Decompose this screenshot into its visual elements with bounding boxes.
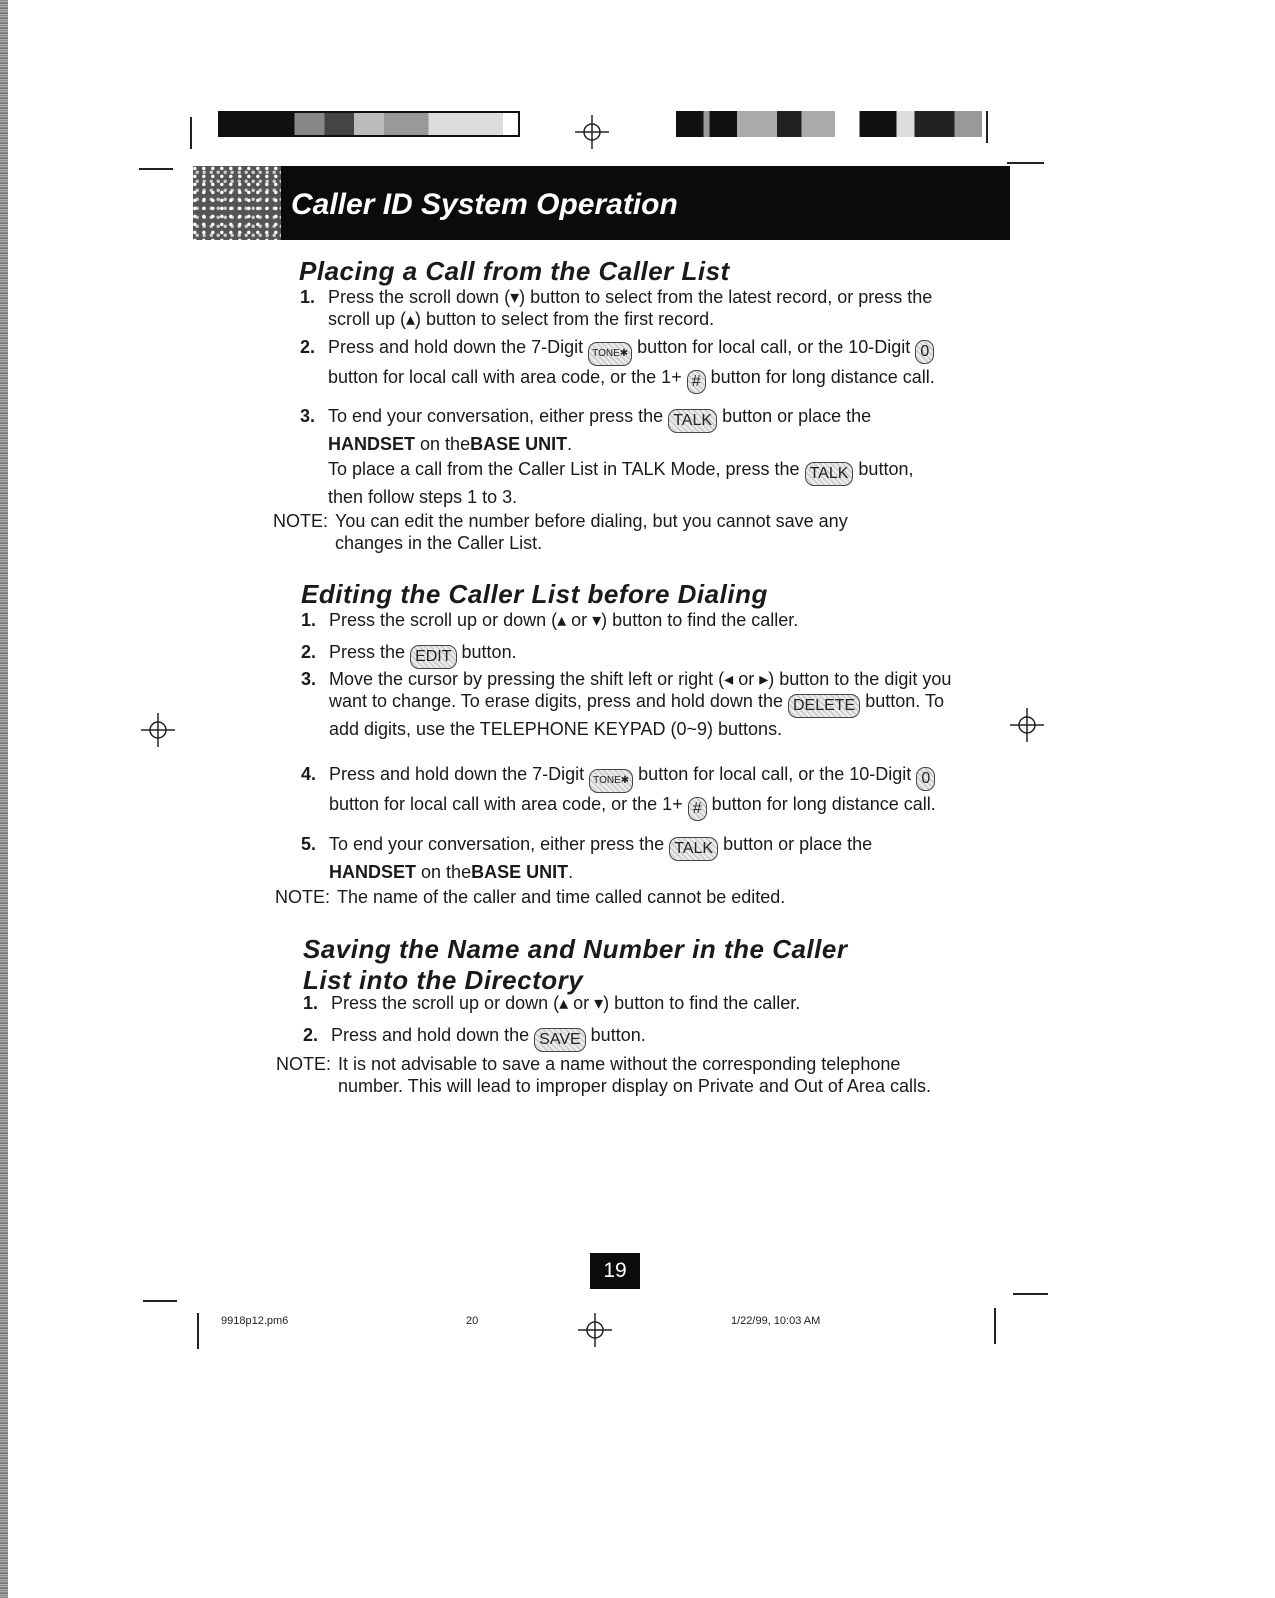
- banner-title: Caller ID System Operation: [291, 188, 678, 221]
- crop-mark: [143, 1300, 177, 1302]
- step-1: 1. Press the scroll down (▾) button to select from the latest record, or press the scroll up (▴) button to select from the first record.: [300, 287, 933, 329]
- step-1: 1. Press the scroll up or down (▴ or ▾) button to find the caller.: [301, 610, 799, 630]
- step-3: 3. To end your conversation, either press the TALK button or place the HANDSET on theBASE UNIT.: [300, 406, 872, 454]
- crop-mark: [1013, 1293, 1048, 1295]
- crop-mark: [1007, 162, 1044, 164]
- step-2: 2. Press and hold down the SAVE button.: [303, 1024, 963, 1052]
- step-2: 2. Press and hold down the 7-Digit TONE✱ button for local call, or the 10-Digit 0 button for local call with area code, or the 1+ # button for long distance call.: [300, 336, 960, 394]
- crop-mark: [994, 1308, 996, 1344]
- banner-pattern: [193, 166, 281, 240]
- registration-bar-left: [218, 111, 520, 137]
- edit-key-icon: EDIT: [410, 645, 456, 669]
- crop-mark: [139, 168, 173, 170]
- step-3: 3. Move the cursor by pressing the shift left or right (◂ or ▸) button to the digit you want to change. To erase digits, press and hold down the DELETE button. To add digits, use the TELEPHONE KEYPAD (0~9) buttons.: [301, 669, 952, 739]
- section-heading: Saving the Name and Number in the Caller List into the Directory: [303, 934, 848, 995]
- page-number: 19: [590, 1253, 640, 1289]
- tone-key-icon: TONE✱: [589, 769, 633, 793]
- registration-bar-right: [676, 111, 982, 137]
- tone-key-icon: TONE✱: [588, 342, 632, 366]
- crop-mark: [190, 117, 192, 149]
- registration-crosshair-icon: [578, 1313, 612, 1347]
- zero-key-icon: 0: [915, 340, 934, 364]
- zero-key-icon: 0: [916, 767, 935, 791]
- registration-crosshair-icon: [1010, 708, 1044, 742]
- section-heading: Editing the Caller List before Dialing: [301, 579, 768, 609]
- delete-key-icon: DELETE: [788, 694, 860, 718]
- scan-edge: [0, 0, 8, 1598]
- step-1: 1. Press the scroll up or down (▴ or ▾) button to find the caller.: [303, 993, 801, 1013]
- registration-crosshair-icon: [575, 115, 609, 149]
- talk-key-icon: TALK: [669, 837, 718, 861]
- pound-key-icon: #: [688, 797, 707, 821]
- section-banner: [193, 166, 1010, 240]
- crop-mark: [197, 1313, 199, 1349]
- save-key-icon: SAVE: [534, 1028, 586, 1052]
- talk-key-icon: TALK: [805, 462, 854, 486]
- note: NOTE: The name of the caller and time called cannot be edited.: [275, 887, 786, 907]
- step-5: 5. To end your conversation, either press the TALK button or place the HANDSET on theBASE UNIT.: [301, 834, 873, 882]
- registration-crosshair-icon: [141, 713, 175, 747]
- crop-mark: [986, 111, 988, 143]
- step-2: 2. Press the EDIT button.: [301, 641, 961, 669]
- note: NOTE: You can edit the number before dialing, but you cannot save any changes in the Caller List.: [273, 511, 848, 553]
- talk-mode-paragraph: To place a call from the Caller List in TALK Mode, press the TALK button, then follow steps 1 to 3.: [328, 459, 914, 507]
- step-4: 4. Press and hold down the 7-Digit TONE✱ button for local call, or the 10-Digit 0 button for local call with area code, or the 1+ # button for long distance call.: [301, 763, 961, 821]
- footer-timestamp: 1/22/99, 10:03 AM: [731, 1315, 821, 1327]
- talk-key-icon: TALK: [668, 409, 717, 433]
- section-heading: Placing a Call from the Caller List: [299, 256, 730, 286]
- note: NOTE: It is not advisable to save a name without the corresponding telephone number. This will lead to improper display on Private and Out of Area calls.: [276, 1054, 931, 1096]
- footer-sheet: 20: [466, 1315, 479, 1327]
- footer-filename: 9918p12.pm6: [221, 1315, 289, 1327]
- pound-key-icon: #: [687, 370, 706, 394]
